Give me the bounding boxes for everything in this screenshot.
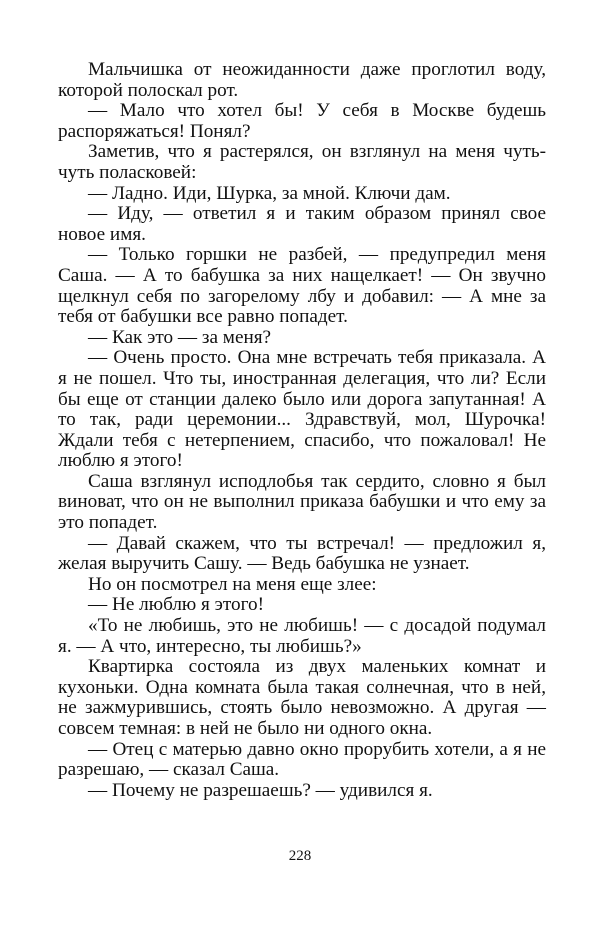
paragraph: — Иду, — ответил я и таким образом принял свое новое имя. bbox=[58, 203, 546, 245]
paragraph: — Очень просто. Она мне встречать тебя приказала. А я не пошел. Что ты, иностранная делегация, что ли? Если бы еще от станции далеко было или дорога запутанная! А то так, ради церемонии... Здравствуй, мол, Шурочка! Ждали тебя с нетерпением, спасибо, что пожаловал! Не люблю я этого! bbox=[58, 347, 546, 472]
paragraph: Квартирка состояла из двух маленьких комнат и кухоньки. Одна комната была такая солнечная, что в ней, не зажмурившись, стоять было невозможно. А другая — совсем темная: в ней не было ни одного окна. bbox=[58, 656, 546, 739]
paragraph: — Отец с матерью давно окно прорубить хотели, а я не разрешаю, — сказал Саша. bbox=[58, 738, 546, 781]
paragraph: — Давай скажем, что ты встречал! — предложил я, желая выручить Сашу. — Ведь бабушка не узнает. bbox=[58, 532, 546, 575]
paragraph: Заметив, что я растерялся, он взглянул на меня чуть-чуть поласковей: bbox=[58, 141, 546, 183]
paragraph: — Только горшки не разбей, — предупредил меня Саша. — А то бабушка за них нащелкает! — Он звучно щелкнул себя по загорелому лбу и добавил: — А мне за тебя от бабушки все равно попадет. bbox=[58, 244, 546, 328]
paragraph: — Почему не разрешаешь? — удивился я. bbox=[88, 779, 433, 801]
paragraph: Мальчишка от неожиданности даже проглотил воду, которой полоскал рот. bbox=[58, 59, 546, 101]
paragraph: — Не люблю я этого! bbox=[88, 594, 265, 616]
paragraph: Саша взглянул исподлобья так сердито, словно я был виноват, что он не выполнил приказа бабушки и что ему за это попадет. bbox=[58, 470, 546, 534]
paragraph: — Мало что хотел бы! У себя в Москве будешь распоряжаться! Понял? bbox=[58, 100, 546, 142]
page-number: 228 bbox=[288, 848, 312, 864]
paragraph: «То не любишь, это не любишь! — с досадой подумал я. — А что, интересно, ты любишь?» bbox=[58, 615, 546, 657]
page-text bbox=[58, 60, 546, 801]
paragraph: — Ладно. Иди, Шурка, за мной. Ключи дам. bbox=[88, 182, 451, 204]
paragraph: Но он посмотрел на меня еще злее: bbox=[88, 573, 377, 595]
paragraph: — Как это — за меня? bbox=[88, 326, 272, 348]
